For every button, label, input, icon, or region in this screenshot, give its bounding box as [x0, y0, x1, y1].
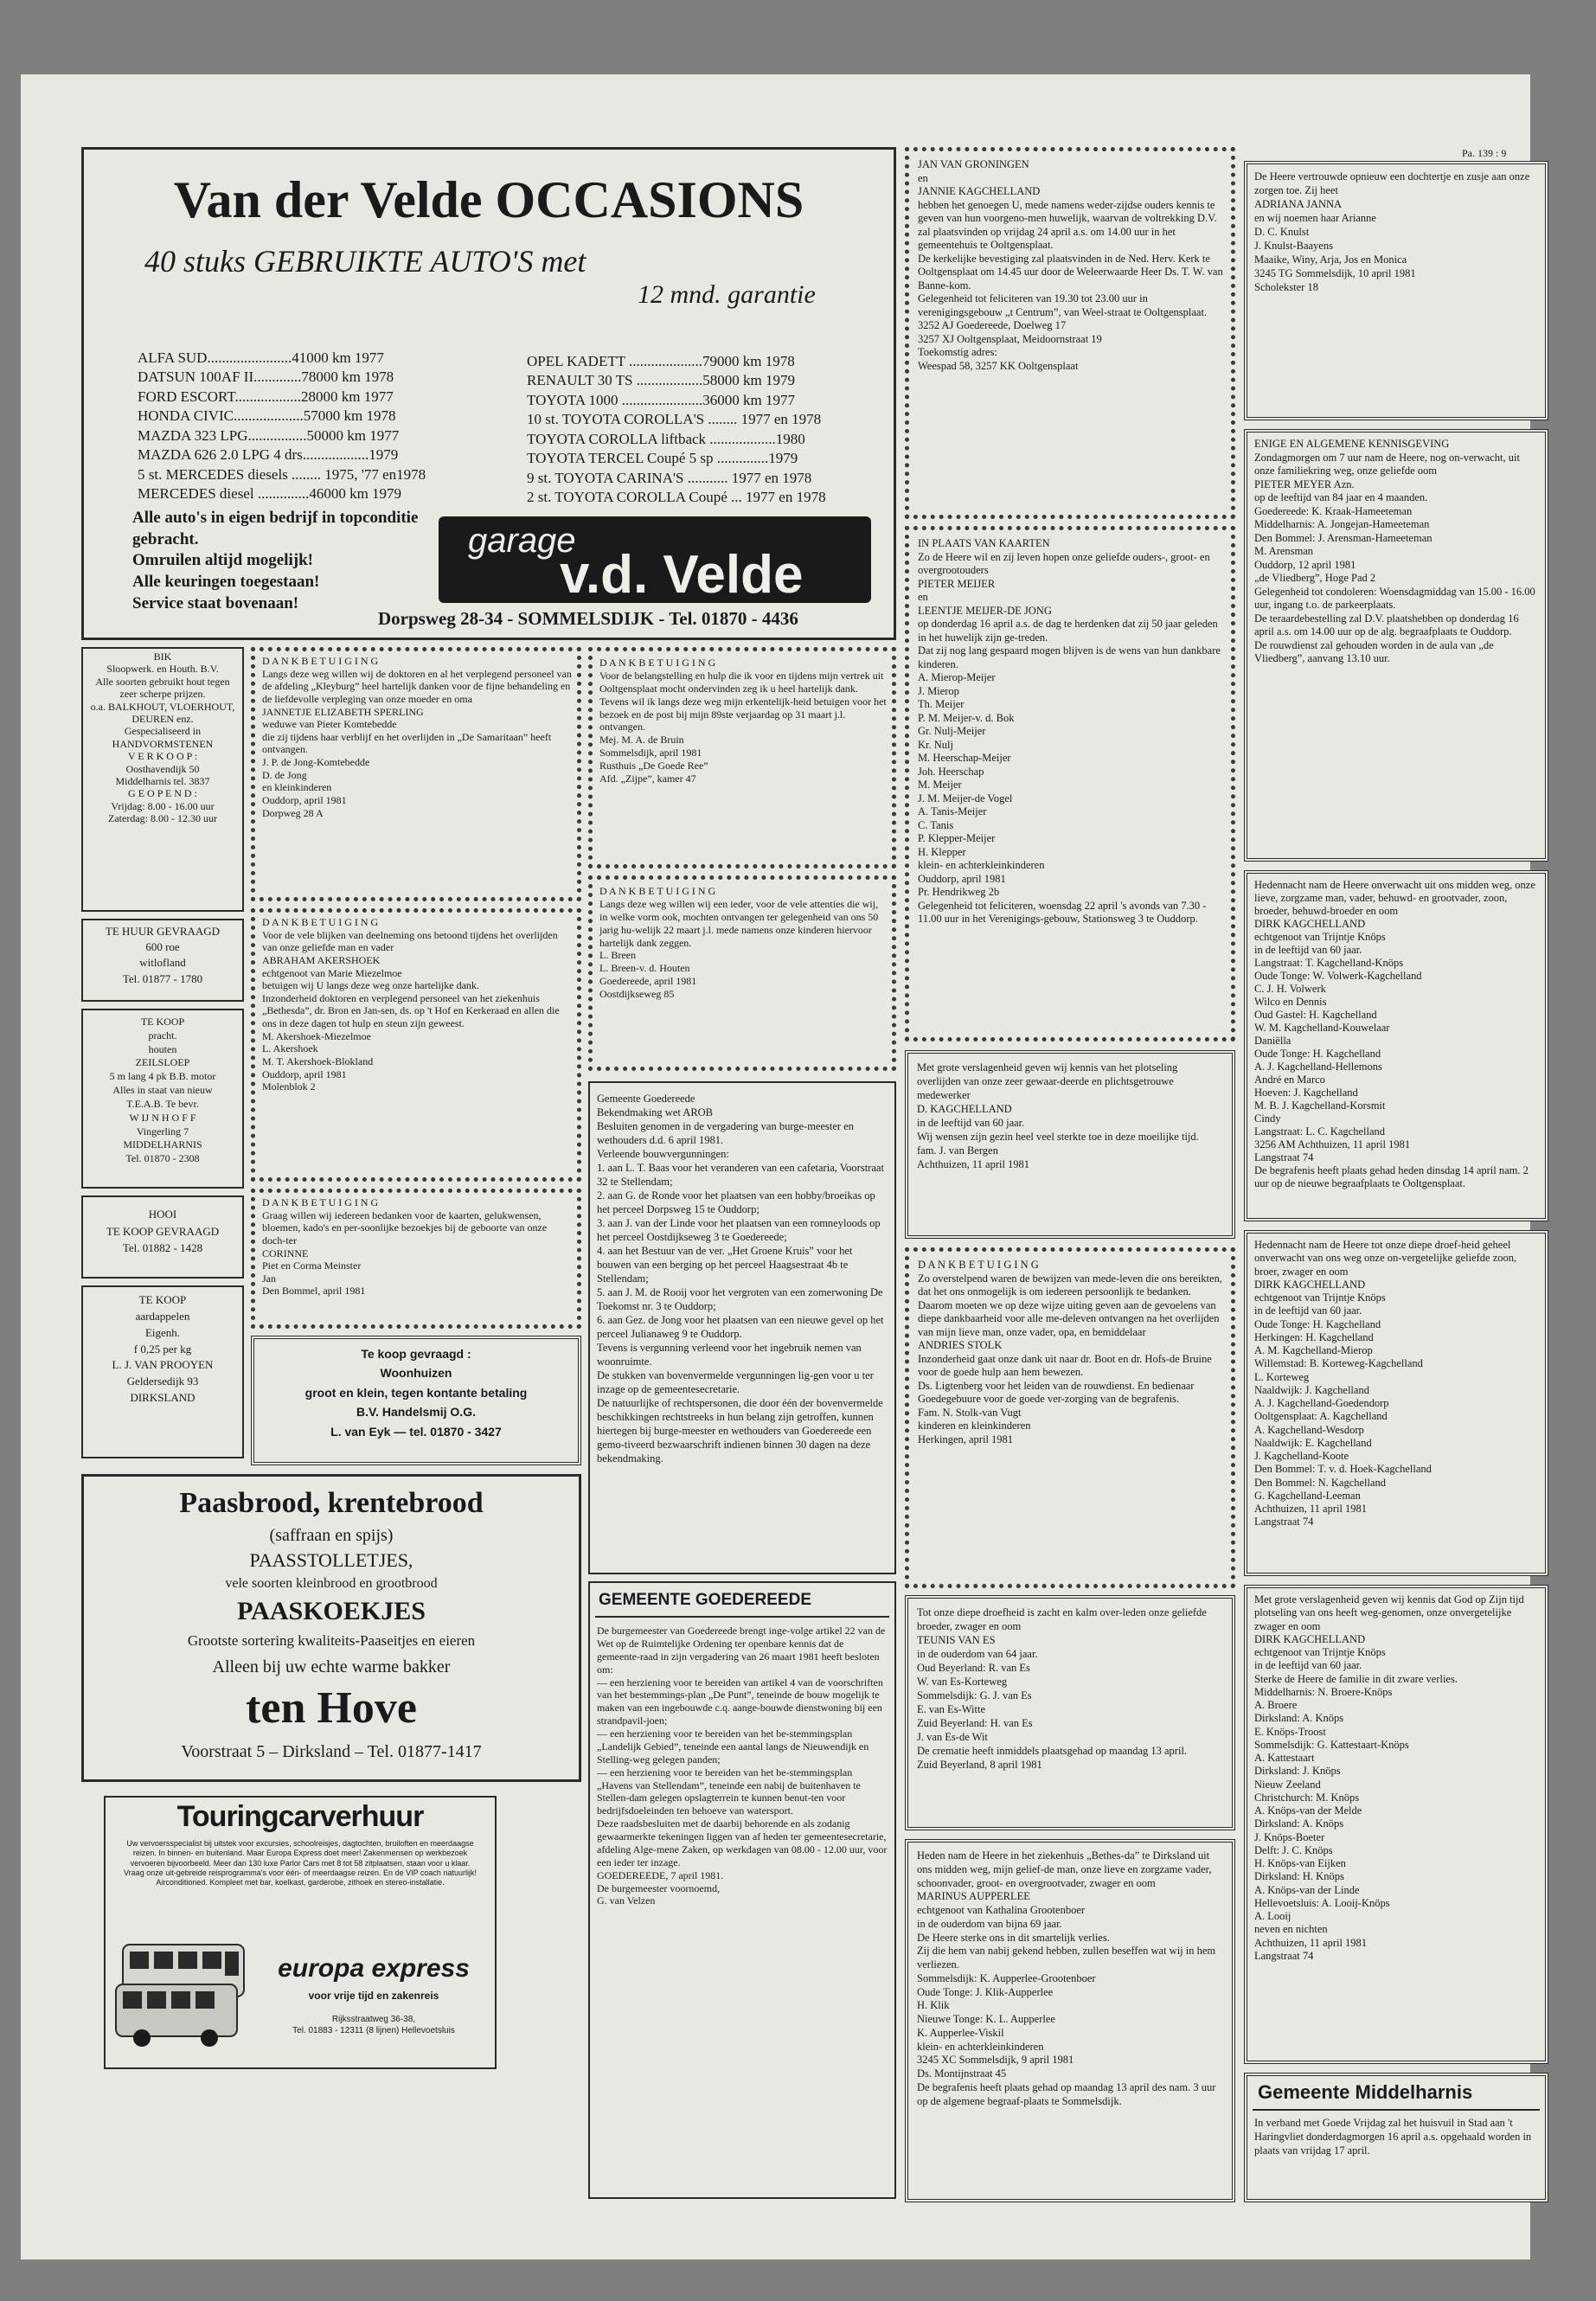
bus-icon-2 — [112, 1976, 242, 2050]
ad-dank-breen — [588, 875, 896, 1071]
aupperlee-text: Heden nam de Heere in het ziekenhuis „Bethes-da” te Dirksland uit ons midden weg, mijn gelief-de man, onze lieve en zorgzame vader, schoonvader, groot- en overgrootvader, zwager en oom MARINUS AUPPERLEE echtgenoot van Kathalina Grootenboer in de ouderdom van bijna 69 jaar. De Heere sterke ons in dit smartelijk verlies. Zij die hem van nabij gekend hebben, zullen beseffen wat wij in hem verliezen. Sommelsdijk: K. Aupperlee-Grootenboer Oude Tonge: J. Klik-Aupperlee H. Klik Nieuwe Tonge: K. L. Aupperlee K. Aupperlee-Viskil klein- en achterkleinkinderen 3245 XC Sommelsdijk, 9 april 1981 Ds. Montijnstraat 45 De begrafenis heeft plaats gehad op maandag 13 april des nam. 3 uur op de algemene begraaf-plaats te Sommelsdijk. — [917, 1849, 1216, 2107]
garage-logo-bottom: v.d. Velde — [560, 545, 804, 605]
ad-woonhuizen — [251, 1336, 581, 1465]
kaarten-text: IN PLAATS VAN KAARTEN Zo de Heere wil en zij leven hopen onze geliefde ouders-, groot- en overgrootouders PIETER MEIJER en LEENTJE MEIJER-DE JONG op donderdag 16 april a.s. de dag te herdenken dat zij 50 jaar geleden in het huwelijk zijn ge-treden. Dat zij nog lang gespaard mogen blijven is de wens van hun dankbare kinderen. A. Mierop-Meijer J. Mierop Th. Meijer P. M. Meijer-v. d. Bok Gr. Nulj-Meijer Kr. Nulj M. Heerschap-Meijer Joh. Heerschap M. Meijer J. M. Meijer-de Vogel A. Tanis-Meijer C. Tanis P. Klepper-Meijer H. Klepper klein- en achterkleinkinderen Ouddorp, april 1981 Pr. Hendrikweg 2b Gelegenheid tot feliciteren, woensdag 22 april 's avonds van 7.30 - 11.00 uur in het Verenigings-gebouw, Stationsweg 3 te Ouddorp. — [918, 537, 1221, 925]
ad-goedereede-arob — [588, 1081, 896, 1574]
ad-europa-express — [104, 1796, 497, 2069]
ad-zeilsloep — [81, 1009, 244, 1189]
ad-meijer-kaarten — [905, 526, 1235, 1042]
velde-address: Dorpsweg 28-34 - SOMMELSDIJK - Tel. 01870 - 4436 — [378, 608, 798, 629]
hooi-text: HOOI TE KOOP GEVRAAGD Tel. 01882 - 1428 — [106, 1208, 220, 1254]
brood-l6: Grootste sortering kwaliteits-Paaseitjes en eieren — [187, 1632, 476, 1649]
page-number: Pa. 139 : 9 — [1462, 147, 1507, 159]
brood-l2: (saffraan en spijs) — [269, 1526, 394, 1545]
ad-ten-hove — [81, 1474, 581, 1782]
velde-title: Van der Velde OCCASIONS — [173, 171, 804, 228]
middelharnis-text: In verband met Goede Vrijdag zal het huisvuil in Stad aan 't Haringvliet donderdagmorgen 16 april a.s. opgehaald worden in plaats van vrijdag 17 april. — [1254, 2117, 1532, 2157]
groningen-text: JAN VAN GRONINGEN en JANNIE KAGCHELLAND hebben het genoegen U, mede namens weder-zijdse ouders kennis te geven van hun voorgeno-men huwelijk, waarvan de voltrekking D.V. zal plaatsvinden op vrijdag 24 april a.s. om 14.00 uur in het gemeentehuis te Ooltgensplaat. De kerkelijke bevestiging zal plaatsvinden in de Ned. Herv. Kerk te Ooltgensplaat om 14.45 uur door de Weleerwaarde Heer Ds. T. W. van Banne-kom. Gelegenheid tot feliciteren van 19.30 tot 23.00 uur in verenigingsgebouw „t Centrum”, van Weel-straat te Ooltgensplaat. 3252 AJ Goedereede, Doelweg 17 3257 XJ Ooltgensplaat, Meidoornstraat 19 Toekomstig adres: Weespad 58, 3257 KK Ooltgensplaat — [918, 158, 1223, 372]
ad-dirk-kagchelland-3 — [1244, 1585, 1548, 2064]
stolk-text: D A N K B E T U I G I N G Zo overstelpend waren de bewijzen van mede-leven die ons bereikten, dat het ons onmogelijk is om iedereen persoonlijk te bedanken. Daarom moeten we op deze wijze uiting geven aan de gevoelens van diepe dankbaarheid voor alle me-deleven ontvangen na het overlijden van mijn lieve man, onze vader, opa, en bemiddelaar ANDRIES STOLK Inzonderheid gaat onze dank uit naar dr. Boot en dr. Hofs-de Bruine voor de goede hulp aan hem bewezen. Ds. Ligtenberg voor het leiden van de rouwdienst. En bedienaar Goedegebuure voor de goede ver-zorging van de begrafenis. Fam. N. Stolk-van Vugt kinderen en kleinkinderen Herkingen, april 1981 — [918, 1259, 1222, 1445]
ad-velde-occasions — [81, 147, 896, 640]
ad-aardappelen — [81, 1285, 244, 1458]
ad-dank-corinne — [251, 1189, 581, 1329]
ad-dank-sperling — [251, 647, 581, 901]
touring-brand: europa express — [278, 1954, 470, 1983]
brood-l5: PAASKOEKJES — [237, 1597, 426, 1625]
dank-sperling-text: D A N K B E T U I G I N G Langs deze weg willen wij de doktoren en al het verplegend personeel van de afdeling „Kleyburg” heel hartelijk danken voor de fijne behandeling en de liefdevolle verpleging van onze moeder en oma JANNETJE ELIZABETH SPERLING weduwe van Pieter Komtebedde die zij tijdens haar verblijf en het overlijden in „De Samaritaan” heeft ontvangen. J. P. de Jong-Komtebedde D. de Jong en kleinkinderen Ouddorp, april 1981 Dorpweg 28 A — [262, 655, 572, 819]
ad-dank-akershoek — [251, 908, 581, 1182]
kennisgeving-text: ENIGE EN ALGEMENE KENNISGEVING Zondagmorgen om 7 uur nam de Heere, nog on-verwacht, uit onze familiekring weg, onze geliefde oom PIETER MEYER Azn. op de leeftijd van 84 jaar en 4 maanden. Goedereede: K. Kraak-Hameeteman Middelharnis: A. Jongejan-Hameeteman Den Bommel: J. Arensman-Hameeteman M. Arensman Ouddorp, 12 april 1981 „de Vliedberg”, Hoge Pad 2 Gelegenheid tot condoleren: Woensdagmiddag van 15.00 - 16.00 uur, ingang t.o. de parkeerplaats. De teraardebestelling zal D.V. plaatshebben op donderdag 16 april a.s. om 14.00 uur op de alg. begraafplaats te Ouddorp. De rouwdienst zal gehouden worden in de aula van „de Vliedberg”, aanvang 13.10 uur. — [1254, 438, 1535, 664]
middelharnis-title: Gemeente Middelharnis — [1258, 2081, 1473, 2103]
velde-cars-right: OPEL KADETT ....................79000 km 1978 RENAULT 30 TS ..................58000 km 1979 TOYOTA 1000 ......................36000 km 1977 10 st. TOYOTA COROLLA'S ........ 1977 en 1978 TOYOTA COROLLA liftback ..................1980 TOYOTA TERCEL Coupé 5 sp ..............1979 9 st. TOYOTA CARINA'S ........... 1977 en 1978 2 st. TOYOTA COROLLA Coupé ... 1977 en 1978 — [527, 353, 826, 506]
aardappelen-text: TE KOOP aardappelen Eigenh. f 0,25 per kg L. J. VAN PROOYEN Geldersedijk 93 DIRKSLAND — [112, 1293, 214, 1405]
velde-features: Alle auto's in eigen bedrijf in topconditie gebracht. Omruilen altijd mogelijk! Alle keuringen toegestaan! Service staat bovenaan! — [132, 509, 419, 612]
ad-witlof — [81, 919, 244, 1002]
dank-bruin-text: D A N K B E T U I G I N G Voor de belangstelling en hulp die ik voor en tijdens mijn vertrek uit Ooltgensplaat mocht ondervinden zeg ik u heel hartelijk dank. Tevens wil ik langs deze weg mijn erkentelijk-heid betuigen voor het bezoek en de post bij mijn 89ste verjaardag op 31 maart j.l. ontvangen. Mej. M. A. de Bruin Sommelsdijk, april 1981 Rusthuis „De Goede Ree” Afd. „Zijpe”, kamer 47 — [599, 657, 887, 785]
brood-name: ten Hove — [246, 1683, 417, 1733]
brood-title: Paasbrood, krentebrood — [179, 1487, 484, 1519]
velde-subtitle: 40 stuks GEBRUIKTE AUTO'S met — [144, 244, 586, 279]
brood-l3: PAASSTOLLETJES, — [249, 1549, 413, 1571]
dank-akershoek-text: D A N K B E T U I G I N G Voor de vele blijken van deelneming ons betoond tijdens het overlijden van onze geliefde man en vader ABRAHAM AKERSHOEK echtgenoot van Marie Miezelmoe betuigen wij U langs deze weg onze hartelijke dank. Inzonderheid doktoren en verplegend personeel van het ziekenhuis „Bethesda”, dr. Bron en Jan-sen, ds. op 't Hof en Kerkeraad en allen die ons in deze dagen tot hulp en steun zijn geweest. M. Akershoek-Miezelmoe L. Akershoek M. T. Akershoek-Blokland Ouddorp, april 1981 Molenblok 2 — [262, 916, 560, 1093]
touring-title: Touringcarverhuur — [176, 1800, 424, 1833]
touring-text: Uw vervoersspecialist bij uitstek voor excursies, schoolreisjes, dagtochten, bruiloften en meerdaagse reizen. In binnen- en buitenland. Maar Europa Express doet meer! Zakenmensen op werkbezoek vervoeren bijvoorbeeld. Meer dan 130 luxe Parlor Cars met 8 tot 58 zitplaatsen, staan voor u klaar. Vraag onze uit-gebreide reisprogramma's voor één- of meerdaagse reizen. En de VIP coach natuurlijk! Airconditioned. Kompleet met bar, koelkast, garderobe, zithoek en stereo-installatie. — [124, 1839, 477, 1887]
ad-goedereede-ruimtelijke — [588, 1581, 896, 2199]
ad-knulst-geboorte — [1244, 161, 1548, 420]
velde-garantie: 12 mnd. garantie — [638, 280, 816, 309]
woonhuizen-text: Te koop gevraagd : Woonhuizen groot en klein, tegen kontante betaling B.V. Handelsmij O.G. L. van Eyk — tel. 01870 - 3427 — [304, 1347, 528, 1439]
witlof-text: TE HUUR GEVRAAGD 600 roe witlofland Tel. 01877 - 1780 — [105, 925, 221, 985]
garage-logo — [439, 516, 871, 603]
ad-teunis-van-es — [905, 1595, 1235, 1830]
brood-address: Voorstraat 5 – Dirksland – Tel. 01877-1417 — [181, 1742, 482, 1761]
ad-dank-stolk — [905, 1247, 1235, 1588]
dk1-text: Hedennacht nam de Heere onverwacht uit ons midden weg, onze lieve, zorgzame man, vader, behuwd- en grootvader, zoon, broeder, behuwd-broeder en oom DIRK KAGCHELLAND echtgenoot van Trijntje Knöps in de leeftijd van 60 jaar. Langstraat: T. Kagchelland-Knöps Oude Tonge: W. Volwerk-Kagchelland C. J. H. Volwerk Wilco en Dennis Oud Gastel: H. Kagchelland W. M. Kagchelland-Kouwelaar Daniëlla Oude Tonge: H. Kagchelland A. J. Kagchelland-Hellemons André en Marco Hoeven: J. Kagchelland M. B. J. Kagchelland-Korsmit Cindy Langstraat: L. C. Kagchelland 3256 AM Achthuizen, 11 april 1981 Langstraat 74 De begrafenis heeft plaats gehad heden dinsdag 14 april nam. 2 uur op de nieuwe begraafplaats te Ooltgensplaat. — [1254, 879, 1535, 1189]
ad-gemeente-middelharnis — [1244, 2073, 1548, 2202]
newspaper-page — [21, 74, 1535, 2259]
knulst-text: De Heere vertrouwde opnieuw een dochtertje en zusje aan onze zorgen toe. Zij heet ADRIANA JANNA en wij noemen haar Arianne D. C. Knulst J. Knulst-Baayens Maaike, Winy, Arja, Jos en Monica 3245 TG Sommelsdijk, 10 april 1981 Scholekster 18 — [1254, 170, 1530, 293]
brood-l7: Alleen bij uw echte warme bakker — [212, 1657, 451, 1676]
kag60-text: Met grote verslagenheid geven wij kennis van het plotseling overlijden van onze zeer gewaar-deerde en plichtsgetrouwe medewerker D. KAGCHELLAND in de leeftijd van 60 jaar. Wij wensen zijn gezin heel veel sterkte toe in deze moeilijke tijd. fam. J. van Bergen Achthuizen, 11 april 1981 — [917, 1061, 1199, 1170]
dank-corinne-text: D A N K B E T U I G I N G Graag willen wij iedereen bedanken voor de kaarten, gelukwensen, bloemen, kado's en per-soonlijke bezoekjes bij de geboorte van onze doch-ter CORINNE Piet en Corma Meinster Jan Den Bommel, april 1981 — [262, 1196, 548, 1298]
zeilsloep-text: TE KOOP pracht. houten ZEILSLOEP 5 m lang 4 pk B.B. motor Alles in staat van nieuw T.E.A.B. Te bevr. W IJ N H O F F Vingerling 7 MIDDELHARNIS Tel. 01870 - 2308 — [109, 1016, 216, 1165]
velde-cars-left: ALFA SUD.......................41000 km 1977 DATSUN 100AF II.............78000 km 1978 FORD ESCORT..................28000 km 1977 HONDA CIVIC...................57000 km 1978 MAZDA 323 LPG................50000 km 1977 MAZDA 626 2.0 LPG 4 drs..................1979 5 st. MERCEDES diesels ........ 1975, '77 en1978 MERCEDES diesel ..............46000 km 1979 — [138, 349, 426, 503]
bik-text: BIK Sloopwerk. en Houth. B.V. Alle soorten gebruikt hout tegen zeer scherpe prijzen. o.a. BALKHOUT, VLOERHOUT, DEUREN enz. Gespecialiseerd in HANDVORMSTENEN V E R K O O P : Oosthavendijk 50 Middelharnis tel. 3837 G E O P E N D : Vrijdag: 8.00 - 16.00 uur Zaterdag: 8.00 - 12.30 uur — [90, 651, 235, 825]
gem2-text: De burgemeester van Goedereede brengt inge-volge artikel 22 van de Wet op de Ruimtelijke Ordening ter openbare kennis dat de gemeente-raad in zijn vergadering van 26 maart 1981 heeft besloten om: — een herziening voor te bereiden van artikel 4 van de voorschriften van het bestemmings-plan „De Punt”, teneinde de bouw mogelijk te maken van een ingebouwde c.q. aange-bouwde dienstwoning bij een strandpavil-joen; — een herziening voor te bereiden van het be-stemmingsplan „Landelijk Gebied”, teneinde een aantal langs de Nieuwendijk en Stelling-weg gelegen panden; — een herziening voor te bereiden van het be-stemmingsplan „Havens van Stellendam”, teneinde een nabij de buitenhaven te Stellen-dam gelegen opslagterrein te kunnen benut-ten voor bedrijfsdoeleinden ten behoeve van watersport. Deze raadsbesluiten met de daarbij behorende en als zodanig gewaarmerkte tekeningen liggen van af heden ter gemeentesecretarie, afdeling Alge-mene Zaken, op werkdagen van 08.00 - 12.00 uur, voor een ieder ter inzage. GOEDEREEDE, 7 april 1981. De burgemeester voornoemd, G. van Velzen — [597, 1625, 888, 1907]
dank-breen-text: D A N K B E T U I G I N G Langs deze weg willen wij een ieder, voor de vele attenties die wij, in welke vorm ook, mochten ontvangen ter gelegenheid van ons 50 jarig hu-welijk 22 maart j.l. mede namens onze kinderen hiervoor hartelijk dank zeggen. L. Breen L. Breen-v. d. Houten Goedereede, april 1981 Oostdijkseweg 85 — [599, 885, 879, 1000]
ad-dirk-kagchelland-1 — [1244, 870, 1548, 1221]
ad-meyer-kennisgeving — [1244, 429, 1548, 862]
touring-tag: voor vrije tijd en zakenreis — [308, 1990, 439, 2002]
garage-logo-top: garage — [468, 522, 576, 560]
arob-text: Gemeente Goedereede Bekendmaking wet AROB Besluiten genomen in de vergadering van burge-meester en wethouders d.d. 6 april 1981. Verleende bouwvergunningen: 1. aan L. T. Baas voor het veranderen van een cafetaria, Voorstraat 32 te Stellendam; 2. aan G. de Ronde voor het plaatsen van een hobby/broeikas op het perceel Dorpsweg 15 te Ouddorp; 3. aan J. van der Linde voor het plaatsen van een romneyloods op het perceel Oostdijkseweg 3 te Goedereede; 4. aan het Bestuur van de ver. „Het Groene Kruis” voor het bouwen van een berging op het perceel Haagsestraat 4b te Stellendam; 5. aan J. M. de Rooij voor het vergroten van een zomerwoning De Toekomst nr. 3 te Ouddorp; 6. aan Gez. de Jong voor het plaatsen van een nieuwe gevel op het perceel Julianaweg 9 te Ouddorp. Tevens is vergunning verleend voor het ingebruik nemen van woonruimte. De stukken van bovenvermelde vergunningen lig-gen voor u ter inzage op de gemeentesecretarie. De natuurlijke of rechtspersonen, die door één der bovenvermelde beschikkingen rechtstreeks in hun belang zijn getroffen, kunnen hiertegen bij burge-meester en wethouders van Goedereede een gemo-tiveerd bezwaarschrift indienen binnen 30 dagen na deze bekendmaking. — [597, 1093, 884, 1465]
ad-dirk-kagchelland-2 — [1244, 1230, 1548, 1576]
brood-l4: vele soorten kleinbrood en grootbrood — [225, 1576, 438, 1591]
gem2-title: GEMEENTE GOEDEREEDE — [599, 1591, 811, 1609]
touring-address: Rijksstraatweg 36-38, Tel. 01883 - 12311 (8 lijnen) Hellevoetsluis — [292, 2015, 455, 2035]
dk2-text: Hedennacht nam de Heere tot onze diepe droef-heid geheel onverwacht van ons weg onze on-vergetelijke geliefde zoon, broer, zwager en oom DIRK KAGCHELLAND echtgenoot van Trijntje Knöps in de leeftijd van 60 jaar. Oude Tonge: H. Kagchelland Herkingen: H. Kagchelland A. M. Kagchelland-Mierop Willemstad: B. Korteweg-Kagchelland L. Korteweg Naaldwijk: J. Kagchelland A. J. Kagchelland-Goedendorp Ooltgensplaat: A. Kagchelland A. Kagchelland-Wesdorp Naaldwijk: E. Kagchelland J. Kagchelland-Koote Den Bommel: T. v. d. Hoek-Kagchelland Den Bommel: N. Kagchelland G. Kagchelland-Leeman Achthuizen, 11 april 1981 Langstraat 74 — [1254, 1239, 1517, 1529]
ad-aupperlee — [905, 1839, 1235, 2202]
ad-kagchelland-bergen — [905, 1050, 1235, 1239]
ad-groningen-kagchelland — [905, 147, 1235, 519]
es-text: Tot onze diepe droefheid is zacht en kalm over-leden onze geliefde broeder, zwager en oom TEUNIS VAN ES in de ouderdom van 64 jaar. Oud Beyerland: R. van Es W. van Es-Korteweg Sommelsdijk: G. J. van Es E. van Es-Witte Zuid Beyerland: H. van Es J. van Es-de Wit De crematie heeft inmiddels plaatsgehad op maandag 13 april. Zuid Beyerland, 8 april 1981 — [917, 1606, 1207, 1771]
dk3-text: Met grote verslagenheid geven wij kennis dat God op Zijn tijd plotseling van ons heeft weg-genomen, onze onvergetelijke zwager en oom DIRK KAGCHELLAND echtgenoot van Trijntje Knöps in de leeftijd van 60 jaar. Sterke de Heere de familie in dit zware verlies. Middelharnis: N. Broere-Knöps A. Broere Dirksland: A. Knöps E. Knöps-Troost Sommelsdijk: G. Kattestaart-Knöps A. Kattestaart Dirksland: J. Knöps Nieuw Zeeland Christchurch: M. Knöps A. Knöps-van der Melde Dirksland: A. Knöps J. Knöps-Boeter Delft: J. C. Knöps H. Knöps-van Eijken Dirksland: H. Knöps A. Knöps-van der Linde Hellevoetsluis: A. Looij-Knöps A. Looij neven en nichten Achthuizen, 11 april 1981 Langstraat 74 — [1254, 1593, 1524, 1962]
ad-bik — [81, 647, 244, 912]
ad-dank-bruin — [588, 647, 896, 868]
ad-hooi — [81, 1195, 244, 1279]
